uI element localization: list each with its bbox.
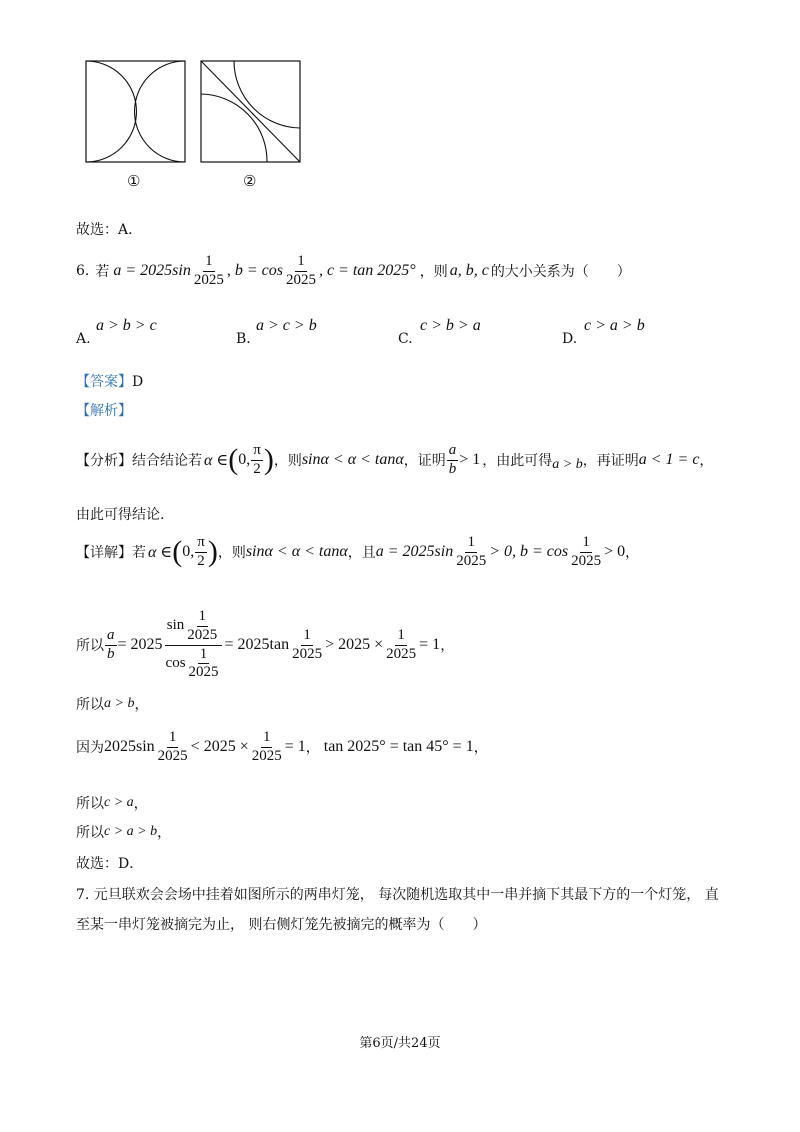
fraction: $\frac{1}{2025}$ bbox=[193, 252, 224, 288]
conclusion-chain: 所以 c > a > b ， bbox=[76, 824, 172, 841]
fraction: $\frac{1}{2025}$ bbox=[456, 533, 487, 569]
question-6-stem: 6. 若 a = 2025sin $\frac{1}{2025}$ , b = cos $\frac{1}{2025}$ , c = tan 2025° ，则 a, b, c 的大小关系为（ ） bbox=[76, 252, 631, 288]
figure-1-label: ① bbox=[127, 172, 141, 190]
fraction: $\frac{a}{b}$ bbox=[448, 441, 457, 477]
because-equation: 因为 2025sin $\frac{1}{2025}$ < 2025 × $\frac{1}{2025}$ = 1 ， tan 2025° = tan 45° = 1 ， bbox=[76, 728, 488, 764]
conclusion-a-gt-b: 所以 a > b ， bbox=[76, 696, 149, 713]
option-c[interactable]: C. c > b > a bbox=[398, 317, 481, 347]
fraction: $\frac{1}{2025}$ bbox=[157, 728, 188, 764]
answer-tag: 【答案】 bbox=[76, 374, 132, 390]
fraction: $\frac{1}{2025}$ bbox=[285, 252, 316, 288]
analysis-summary: 【分析】 结合结论若 α ∈ ( 0, $\frac{\pi}{2}$ ) ，则 sinα < α < tanα ，证明 $\frac{a}{b}$ > 1 ，由此可得 a > b ，再证明 a < 1 = c ， bbox=[76, 441, 714, 477]
figure-2-label: ② bbox=[243, 172, 257, 190]
analysis-summary-line2: 由此可得结论. bbox=[76, 507, 165, 523]
conclusion-c-gt-a: 所以 c > a ， bbox=[76, 795, 148, 812]
fraction: $\frac{1}{2025}$ bbox=[386, 626, 417, 662]
answer-value: D bbox=[132, 374, 144, 390]
fraction: $\frac{\pi}{2}$ bbox=[197, 533, 205, 569]
page-footer: 第6页/共24页 bbox=[359, 1036, 441, 1051]
compound-fraction: sin $\frac{1}{2025}$ cos $\frac{1}{2025}$ bbox=[164, 609, 224, 681]
analysis-tag: 【解析】 bbox=[76, 403, 132, 419]
fraction: $\frac{1}{2025}$ bbox=[251, 728, 282, 764]
fraction: $\frac{1}{2025}$ bbox=[571, 533, 602, 569]
ratio-equation: 所以 $\frac{a}{b}$ = 2025 sin $\frac{1}{2025}$ cos $\frac{1}{2025}$ = 2025tan $\frac{1}{2025}$ > 2025 × $\frac{1}{2025}$ = 1 ， bbox=[76, 608, 455, 681]
fraction: $\frac{a}{b}$ bbox=[107, 626, 115, 662]
choose-d-line: 故选：D． bbox=[76, 856, 144, 872]
question-number: 6. bbox=[76, 263, 90, 279]
detailed-solution-line1: 【详解】 若 α ∈ ( 0, $\frac{\pi}{2}$ ) ，则 sinα < α < tanα ，且 a = 2025sin $\frac{1}{2025}$ > 0, b = cos $\frac{1}{2025}$ > 0 ， bbox=[76, 533, 640, 569]
q5-choice-line: 故选：A． bbox=[76, 222, 143, 238]
question-7-line2: 至某一串灯笼被摘完为止， 则右侧灯笼先被摘完的概率为（ ） bbox=[76, 917, 487, 933]
figure-1-arcs bbox=[85, 60, 187, 164]
option-a[interactable]: A. a > b > c bbox=[76, 317, 157, 347]
fraction: $\frac{\pi}{2}$ bbox=[253, 441, 261, 477]
option-d[interactable]: D. c > a > b bbox=[562, 317, 645, 347]
option-b[interactable]: B. a > c > b bbox=[236, 317, 317, 347]
fraction: $\frac{1}{2025}$ bbox=[292, 626, 323, 662]
figure-2-arcs bbox=[200, 60, 302, 164]
question-7-line1: 7. 元旦联欢会会场中挂着如图所示的两串灯笼， 每次随机选取其中一串并摘下其最下方的一个灯笼， 直 bbox=[76, 887, 719, 903]
answer-line bbox=[76, 371, 143, 391]
